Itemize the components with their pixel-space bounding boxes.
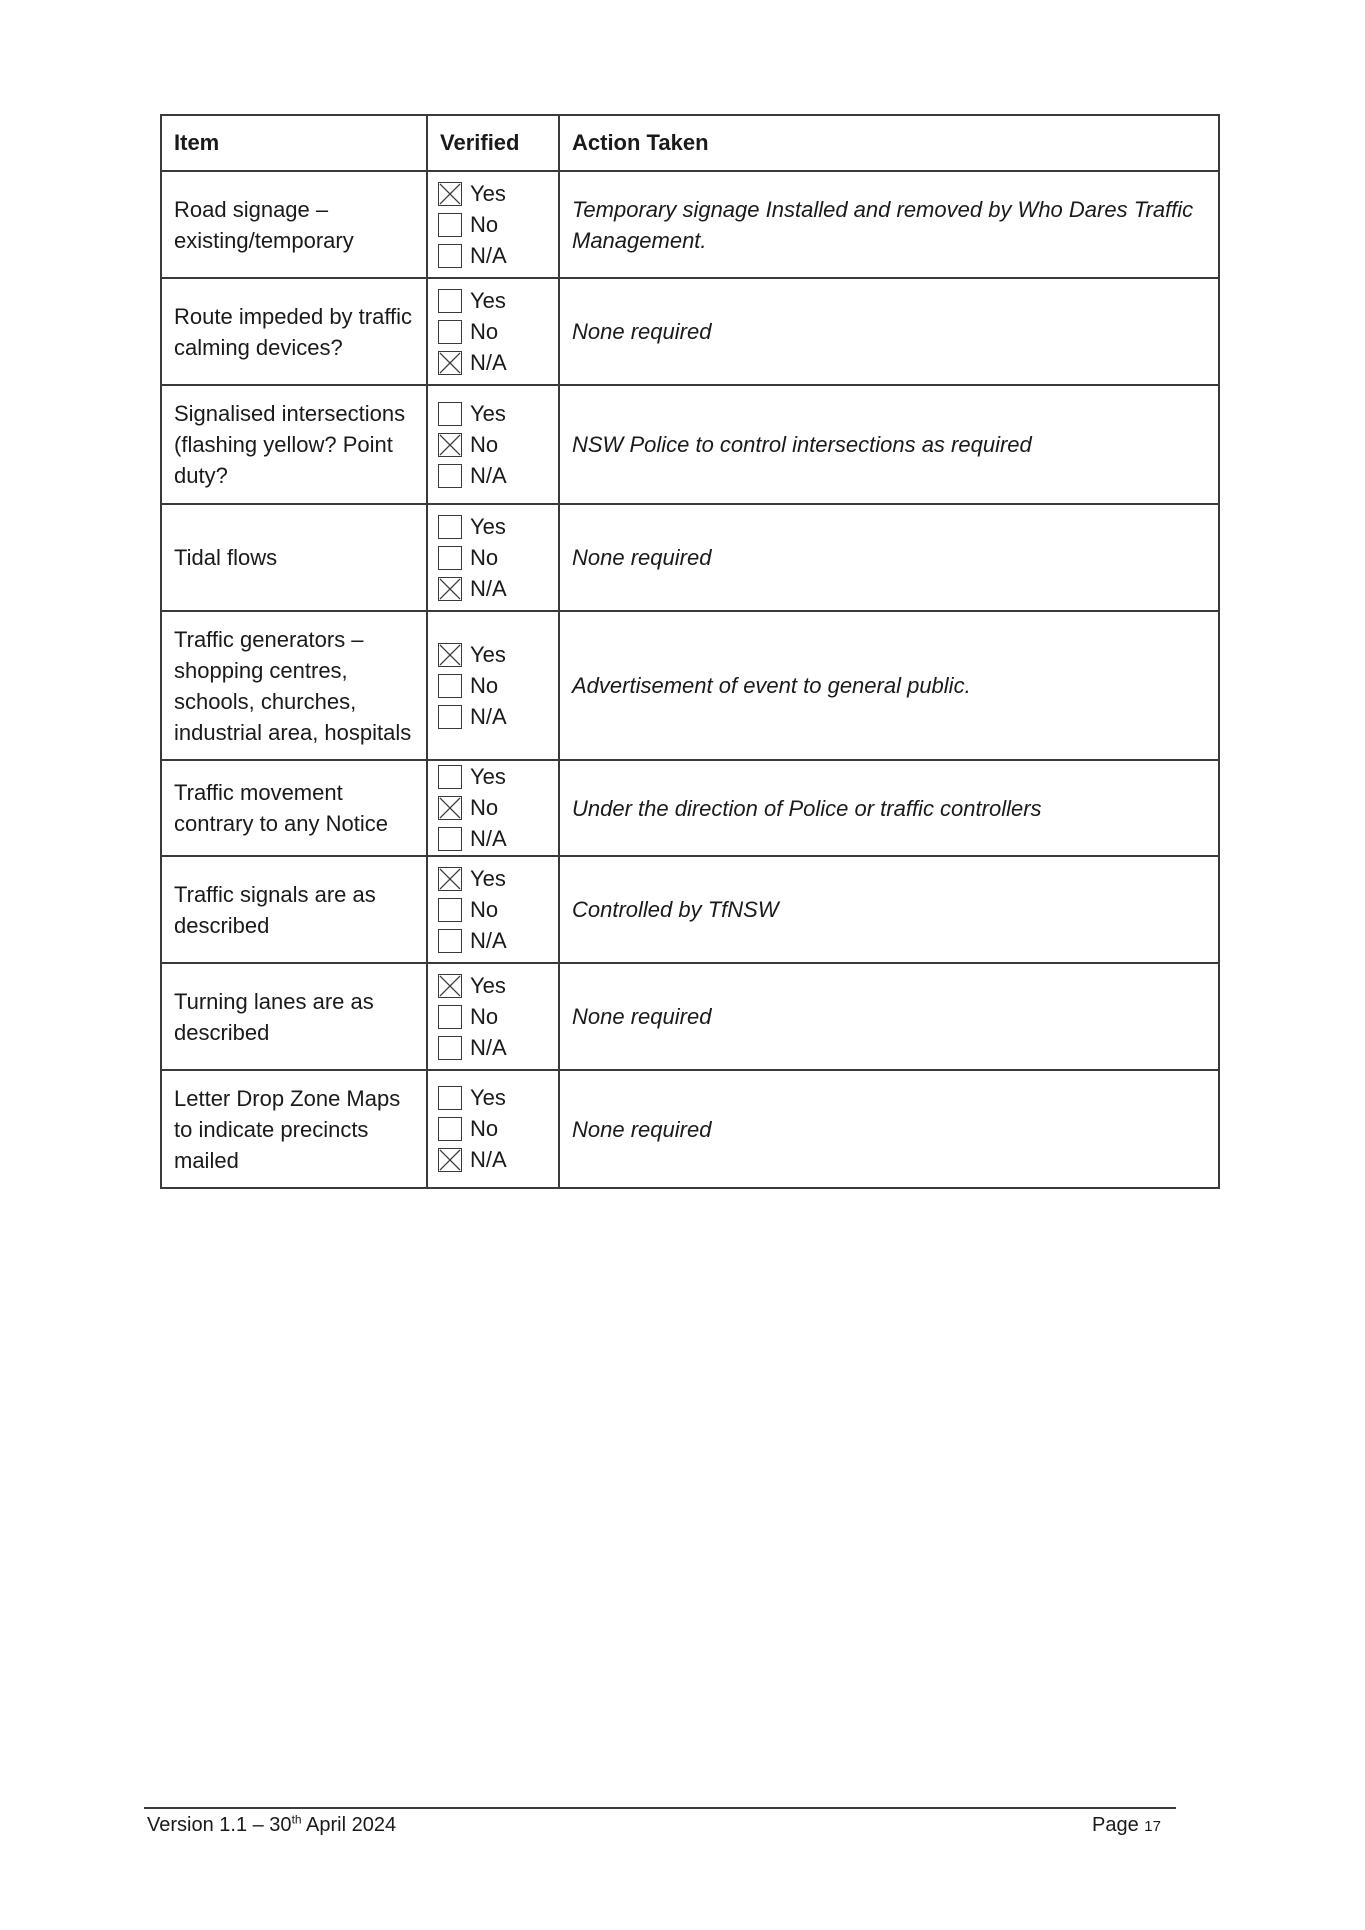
action-taken-cell: None required (559, 1070, 1219, 1188)
checkbox-icon[interactable] (438, 464, 462, 488)
table-row (161, 611, 1219, 760)
option-label: No (470, 795, 499, 820)
item-cell: Road signage – existing/temporary (161, 171, 427, 278)
option-label: N/A (470, 703, 507, 729)
checkbox-icon[interactable] (438, 289, 462, 313)
checked-checkbox-icon[interactable] (438, 182, 462, 206)
option-n-a (438, 1145, 548, 1176)
footer-page (1092, 1812, 1161, 1840)
option-label: N/A (470, 242, 507, 268)
option-label: Yes (470, 180, 506, 206)
option-n-a (438, 925, 548, 956)
verified-cell (427, 171, 559, 278)
header-verified: Verified (427, 115, 559, 171)
header-action-taken: Action Taken (559, 115, 1219, 171)
checked-checkbox-icon[interactable] (438, 796, 462, 820)
option-n-a (438, 824, 548, 855)
option-label: No (470, 1003, 499, 1029)
checkbox-icon[interactable] (438, 1086, 462, 1110)
option-no (438, 793, 548, 824)
option-label: No (470, 544, 499, 570)
option-yes (438, 178, 548, 209)
option-label: Yes (470, 865, 506, 891)
footer-version-prefix: Version 1.1 – 30 (147, 1814, 292, 1836)
option-label: Yes (470, 1085, 506, 1110)
checked-checkbox-icon[interactable] (438, 351, 462, 375)
action-taken-cell: None required (559, 278, 1219, 385)
checkbox-icon[interactable] (438, 898, 462, 922)
option-label: N/A (470, 575, 507, 601)
option-label: Yes (470, 400, 506, 426)
checkbox-icon[interactable] (438, 1005, 462, 1029)
item-cell: Tidal flows (161, 504, 427, 611)
option-yes (438, 1083, 548, 1114)
header-item: Item (161, 115, 427, 171)
option-label: N/A (470, 462, 507, 488)
option-yes (438, 398, 548, 429)
item-cell: Letter Drop Zone Maps to indicate precincts mailed (161, 1070, 427, 1188)
table-row (161, 856, 1219, 963)
action-taken-cell: None required (559, 504, 1219, 611)
verified-cell (427, 278, 559, 385)
item-cell: Route impeded by traffic calming devices? (161, 278, 427, 385)
checkbox-icon[interactable] (438, 674, 462, 698)
footer-page-label: Page (1092, 1814, 1145, 1836)
checked-checkbox-icon[interactable] (438, 577, 462, 601)
table-row (161, 278, 1219, 385)
option-label: No (470, 318, 499, 344)
item-cell: Traffic signals are as described (161, 856, 427, 963)
verification-checklist-table (160, 114, 1220, 1189)
option-label: Yes (470, 287, 506, 313)
footer-version-sup: th (291, 1812, 302, 1827)
item-cell: Turning lanes are as described (161, 963, 427, 1070)
option-no (438, 316, 548, 347)
table-row (161, 963, 1219, 1070)
checkbox-icon[interactable] (438, 213, 462, 237)
action-taken-cell: NSW Police to control intersections as required (559, 385, 1219, 504)
option-yes (438, 762, 548, 793)
checkbox-icon[interactable] (438, 827, 462, 851)
action-taken-cell: Under the direction of Police or traffic controllers (559, 760, 1219, 856)
option-label: N/A (470, 826, 507, 851)
option-n-a (438, 347, 548, 378)
option-no (438, 1001, 548, 1032)
footer-divider (144, 1807, 1176, 1809)
checkbox-icon[interactable] (438, 402, 462, 426)
checked-checkbox-icon[interactable] (438, 433, 462, 457)
verified-cell (427, 385, 559, 504)
item-cell: Traffic generators – shopping centres, schools, churches, industrial area, hospitals (161, 611, 427, 760)
item-cell: Signalised intersections (flashing yellow? Point duty? (161, 385, 427, 504)
option-no (438, 209, 548, 240)
action-taken-cell: Advertisement of event to general public. (559, 611, 1219, 760)
option-label: No (470, 672, 499, 698)
option-label: N/A (470, 1034, 507, 1060)
verified-cell (427, 504, 559, 611)
footer-version (147, 1812, 396, 1838)
verified-cell (427, 963, 559, 1070)
checkbox-icon[interactable] (438, 244, 462, 268)
option-n-a (438, 573, 548, 604)
option-yes (438, 639, 548, 670)
option-no (438, 429, 548, 460)
checkbox-icon[interactable] (438, 546, 462, 570)
option-label: No (470, 431, 499, 457)
option-n-a (438, 701, 548, 732)
option-no (438, 542, 548, 573)
option-yes (438, 970, 548, 1001)
option-n-a (438, 240, 548, 271)
action-taken-cell: Controlled by TfNSW (559, 856, 1219, 963)
verified-cell (427, 856, 559, 963)
option-label: N/A (470, 927, 507, 953)
action-taken-cell: None required (559, 963, 1219, 1070)
table-row (161, 171, 1219, 278)
table-row (161, 504, 1219, 611)
table-row (161, 760, 1219, 856)
checked-checkbox-icon[interactable] (438, 643, 462, 667)
footer-version-suffix: April 2024 (301, 1814, 397, 1836)
table-row (161, 385, 1219, 504)
option-label: Yes (470, 972, 506, 998)
verified-cell (427, 1070, 559, 1188)
option-n-a (438, 1032, 548, 1063)
checked-checkbox-icon[interactable] (438, 974, 462, 998)
option-no (438, 670, 548, 701)
checkbox-icon[interactable] (438, 1117, 462, 1141)
table-row (161, 1070, 1219, 1188)
option-yes (438, 511, 548, 542)
option-no (438, 1114, 548, 1145)
option-label: N/A (470, 1147, 507, 1172)
option-label: No (470, 896, 499, 922)
action-taken-cell: Temporary signage Installed and removed by Who Dares Traffic Management. (559, 171, 1219, 278)
item-cell: Traffic movement contrary to any Notice (161, 760, 427, 856)
option-no (438, 894, 548, 925)
option-label: N/A (470, 349, 507, 375)
checked-checkbox-icon[interactable] (438, 867, 462, 891)
verified-cell (427, 760, 559, 856)
option-label: Yes (470, 641, 506, 667)
footer-page-number: 17 (1144, 1818, 1161, 1835)
option-label: No (470, 211, 499, 237)
checkbox-icon[interactable] (438, 929, 462, 953)
checked-checkbox-icon[interactable] (438, 1148, 462, 1172)
table-header-row (161, 115, 1219, 171)
checkbox-icon[interactable] (438, 515, 462, 539)
table-body (161, 171, 1219, 1188)
verified-cell (427, 611, 559, 760)
option-label: Yes (470, 513, 506, 539)
option-n-a (438, 460, 548, 491)
option-yes (438, 863, 548, 894)
option-yes (438, 285, 548, 316)
option-label: No (470, 1116, 499, 1141)
checkbox-icon[interactable] (438, 320, 462, 344)
option-label: Yes (470, 764, 506, 789)
checkbox-icon[interactable] (438, 765, 462, 789)
checkbox-icon[interactable] (438, 1036, 462, 1060)
checkbox-icon[interactable] (438, 705, 462, 729)
